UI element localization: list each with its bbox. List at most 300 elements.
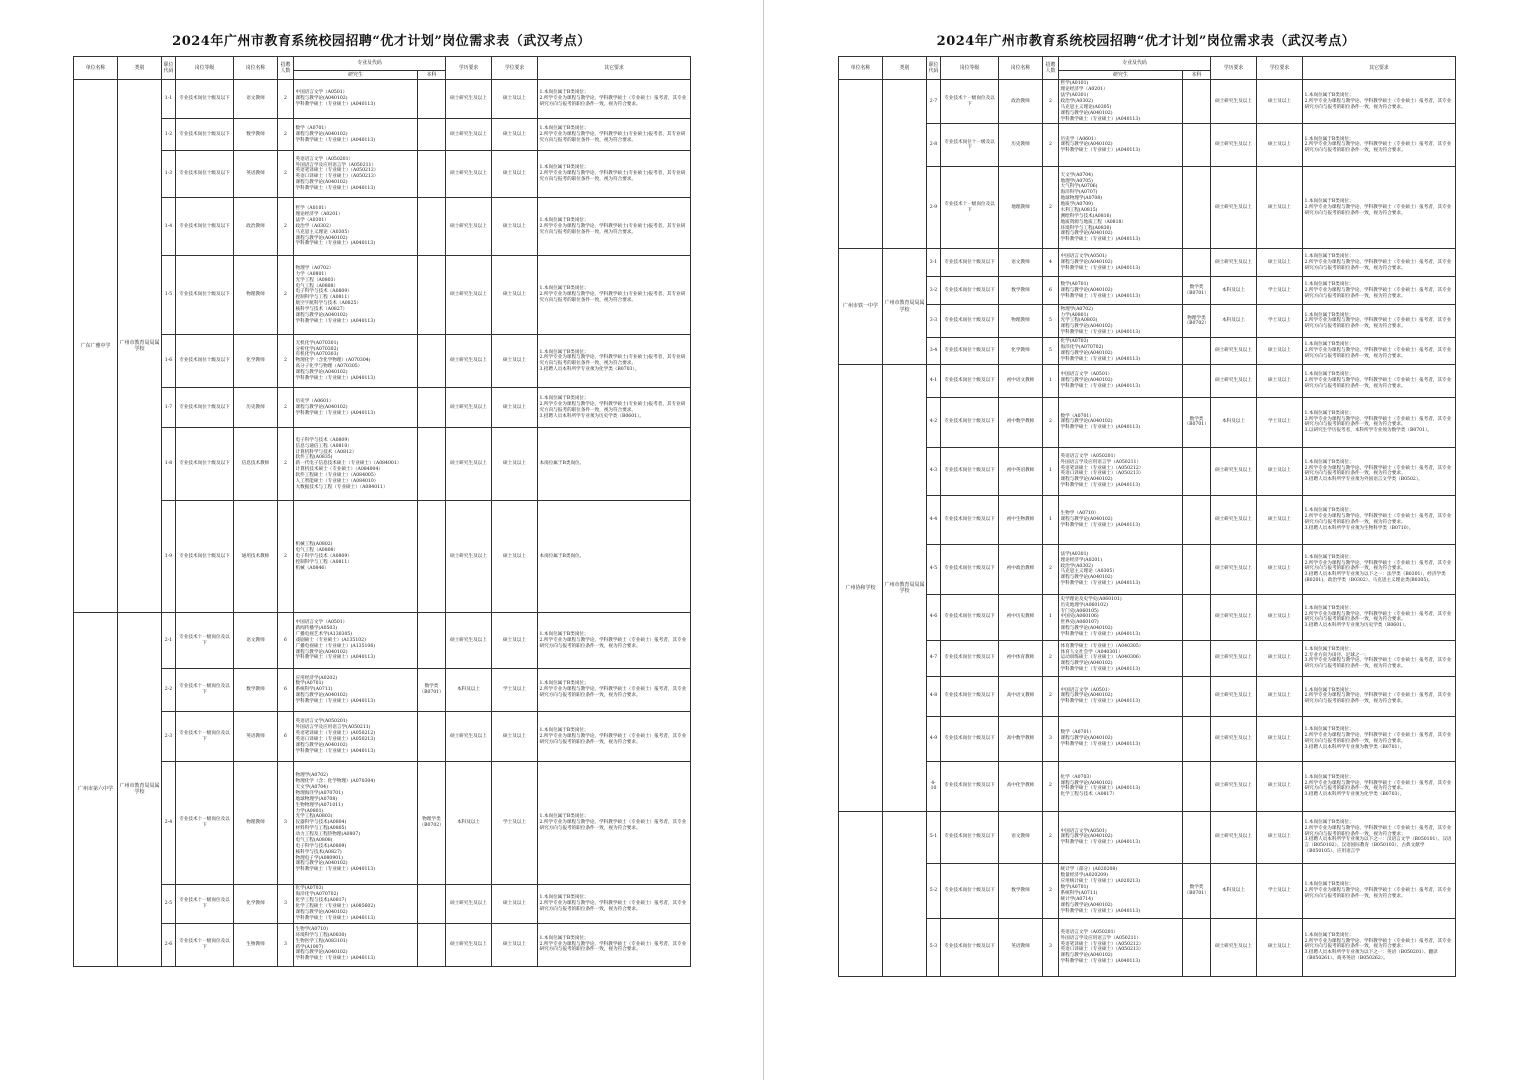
cell-other: 本岗位属于B类岗位。: [538, 501, 691, 613]
header-unit: 单位名称: [74, 57, 118, 80]
table-row: [839, 277, 1456, 305]
cell-grade: 专业技术岗位十级及以下: [941, 640, 999, 676]
cell-undergrad-majors: [1183, 364, 1211, 397]
cell-degree: 学士及以上: [1257, 863, 1303, 918]
cell-grad-majors: 化学(A0703) 海洋化学(A070702) 课程与教学论(A040102) 学科教学硕士（专业硕士）(A040113): [1059, 338, 1183, 365]
cell-count: 2: [278, 256, 294, 335]
cell-other: 1.本岗位属于B类岗位； 2.所学专业为课程与教学论、学科教学硕士(专业硕士)报考者，其专业研究方向与报考的职位条件一致，视为符合要求。 3.招聘人员本科所学专业须为历史学类（B0601）。: [538, 388, 691, 428]
cell-edu: 硕士研究生及以上: [1211, 594, 1257, 640]
header-category: 类别: [118, 57, 162, 80]
header-grade: 岗位等级: [941, 57, 999, 80]
cell-count: 3: [1043, 716, 1059, 761]
cell-degree: 硕士及以上: [1257, 811, 1303, 863]
cell-grad-majors: 体育教学硕士（专业硕士）（A040305） 体育人文社会学（A040301） 运动训练硕士（专业硕士）（A040306） 课程与教学论(A040102) 学科教学硕士（专业硕士）(A040113): [1059, 640, 1183, 676]
cell-grade: 专业技术十一级岗位及以下: [176, 923, 234, 966]
cell-position: 化学教师: [234, 885, 278, 923]
cell-grade: 专业技术岗位十一级及以下: [941, 124, 999, 167]
cell-other: 1.本岗位属于B类岗位； 2.所学专业为课程与教学论、学科教学硕士(专业硕士)报考者，其专业研究方向与报考的职位条件一致，视为符合要求。 3.招聘人员本科所学专业须为化学类（B0703）。: [538, 335, 691, 388]
cell-position: 初中历史教师: [999, 594, 1043, 640]
cell-other: 1.本岗位属于B类岗位； 2.所学专业为课程与教学论、学科教学硕士（专业硕士）报考者，其专业研究方向与报考的职位条件一致，视为符合要求。 3.招聘人员本科所学专业须为生物科学类（B0710）。: [1303, 495, 1456, 544]
cell-other: 1.本岗位属于B类岗位； 2.所学专业为课程与教学论、学科教学硕士(专业硕士)报考者，其专业研究方向与报考的职位条件一致，视为符合要求。: [538, 151, 691, 198]
cell-other: 1.本岗位属于B类岗位； 2.所学专业为课程与教学论、学科教学硕士（专业硕士）报考者，其专业研究方向与报考的职位条件一致，视为符合要求。 3.招聘人员本科所学专业须为化学类（B0703）。: [1303, 761, 1456, 811]
cell-degree: 硕士及以上: [492, 613, 538, 669]
cell-count: 6: [278, 669, 294, 712]
cell-count: 2: [278, 119, 294, 151]
cell-count: 3: [278, 923, 294, 966]
cell-grade: 专业技术岗位十级及以下: [941, 495, 999, 544]
cell-edu: 硕士研究生及以上: [446, 428, 492, 501]
header-other: 其它要求: [538, 57, 691, 80]
cell-degree: 硕士及以上: [492, 712, 538, 762]
cell-grade: 专业技术岗位十级及以下: [176, 335, 234, 388]
cell-undergrad-majors: [1183, 716, 1211, 761]
header-count: 招聘人数: [278, 57, 294, 80]
cell-grade: 专业技术岗位十级及以下: [176, 388, 234, 428]
cell-grad-majors: 英语语言文学（A050201） 外国语言学及应用语言学（A050211） 英语笔译硕士（专业硕士）（A050212） 英语口译硕士（专业硕士）（A050213） 课程与教学论(A040102) 学科教学硕士（专业硕士）(A040113): [1059, 447, 1183, 495]
cell-position: 历史教师: [999, 124, 1043, 167]
cell-code: 4-7: [927, 640, 941, 676]
table-row: [839, 676, 1456, 716]
cell-position: 物理教师: [234, 762, 278, 885]
cell-edu: 硕士研究生及以上: [446, 388, 492, 428]
cell-count: 3: [278, 762, 294, 885]
cell-undergrad-majors: [1183, 594, 1211, 640]
cell-edu: 硕士研究生及以上: [1211, 447, 1257, 495]
cell-other: 1.本岗位属于B类岗位； 2.所学专业为课程与教学论、学科教学硕士（专业硕士）报考者，其专业研究方向与报考的职位条件一致，视为符合要求。 3.招聘人员本科所学专业须为数学类（B0701）。: [1303, 716, 1456, 761]
cell-edu: 硕士研究生及以上: [1211, 249, 1257, 277]
cell-undergrad-majors: [418, 428, 446, 501]
cell-other: 本岗位属于B类岗位。: [538, 428, 691, 501]
header-code: 职位代码: [162, 57, 176, 80]
cell-grade: 专业技术岗位十级及以下: [176, 256, 234, 335]
table-row: [74, 388, 691, 428]
cell-category: 广州市教育局局属学校: [118, 80, 162, 613]
cell-count: 1: [1043, 447, 1059, 495]
cell-grade: 专业技术岗位十级及以下: [176, 428, 234, 501]
cell-category: [883, 80, 927, 249]
cell-undergrad-majors: [418, 923, 446, 966]
cell-code: 1-5: [162, 256, 176, 335]
cell-edu: 硕士研究生及以上: [1211, 80, 1257, 124]
cell-edu: 硕士研究生及以上: [446, 335, 492, 388]
table-row: [74, 712, 691, 762]
cell-position: 政治教师: [999, 80, 1043, 124]
cell-grade: 专业技术岗位十级及以下: [941, 364, 999, 397]
cell-position: 英语教师: [999, 918, 1043, 976]
cell-grad-majors: 中国语言文学（A0501） 课程与教学论(A040102) 学科教学硕士（专业硕士）(A040113): [1059, 676, 1183, 716]
page-title: 2024年广州市教育系统校园招聘“优才计划”岗位需求表（武汉考点）: [172, 34, 591, 49]
cell-grade: 专业技术十一级岗位及以下: [176, 669, 234, 712]
cell-edu: 硕士研究生及以上: [446, 256, 492, 335]
cell-undergrad-majors: [1183, 249, 1211, 277]
cell-position: 生物教师: [234, 923, 278, 966]
header-code: 职位代码: [927, 57, 941, 80]
cell-undergrad-majors: [418, 119, 446, 151]
cell-other: 1.本岗位属于B类岗位； 2.所学专业为课程与教学论、学科教学硕士（专业硕士）报考者，其专业研究方向与报考的职位条件一致，视为符合要求。: [538, 80, 691, 119]
cell-grade: 专业技术岗位十级及以下: [941, 397, 999, 447]
cell-undergrad-majors: [418, 613, 446, 669]
cell-count: 5: [1043, 338, 1059, 365]
cell-degree: 硕士及以上: [1257, 167, 1303, 249]
cell-other: 1.本岗位属于B类岗位； 2.所学专业为课程与教学论、学科教学硕士（专业硕士）报考者，其专业研究方向与报考的职位条件一致，视为符合要求。: [1303, 338, 1456, 365]
cell-code: 5-2: [927, 863, 941, 918]
cell-position: 初中政治教师: [999, 544, 1043, 594]
header-grade: 岗位等级: [176, 57, 234, 80]
cell-undergrad-majors: [1183, 80, 1211, 124]
header-position: 岗位名称: [999, 57, 1043, 80]
cell-grad-majors: 哲学(A0101) 理论经济学（A0201） 法学(A0301) 政治学(A0302) 马克思主义理论(A0305) 课程与教学论(A040102) 学科教学硕士（专业硕士）(A040113): [1059, 80, 1183, 124]
cell-grad-majors: 中国语言文学(A0501) 课程与教学论(A040102) 学科教学硕士（专业硕士）(A040113): [1059, 249, 1183, 277]
cell-position: 语文教师: [999, 249, 1043, 277]
table-row: [74, 923, 691, 966]
cell-degree: 硕士及以上: [1257, 594, 1303, 640]
cell-degree: 硕士及以上: [492, 388, 538, 428]
page-title: 2024年广州市教育系统校园招聘“优才计划”岗位需求表（武汉考点）: [936, 34, 1356, 49]
table-row: [839, 305, 1456, 338]
cell-edu: 硕士研究生及以上: [1211, 167, 1257, 249]
cell-other: 1.本岗位属于B类岗位； 2.所学专业为课程与教学论、学科教学硕士（专业硕士）报考者，其专业研究方向与报考的职位条件一致，视为符合要求。: [538, 923, 691, 966]
cell-edu: 硕士研究生及以上: [1211, 676, 1257, 716]
cell-edu: 硕士研究生及以上: [1211, 544, 1257, 594]
table-row: [839, 918, 1456, 976]
cell-undergrad-majors: [1183, 495, 1211, 544]
cell-grade: 专业技术十一级岗位及以下: [176, 712, 234, 762]
cell-degree: 硕士及以上: [1257, 364, 1303, 397]
cell-position: 信息技术教师: [234, 428, 278, 501]
cell-code: 4-8: [927, 676, 941, 716]
cell-count: 2: [278, 198, 294, 256]
cell-degree: 硕士及以上: [1257, 447, 1303, 495]
cell-degree: 硕士及以上: [1257, 124, 1303, 167]
cell-degree: 硕士及以上: [1257, 761, 1303, 811]
cell-other: 1.本岗位属于B类岗位； 2.所学专业为课程与教学论、学科教学硕士（专业硕士）报考者，其专业研究方向与报考的职位条件一致，视为符合要求。: [538, 762, 691, 885]
cell-undergrad-majors: [1183, 640, 1211, 676]
cell-position: 地理教师: [999, 167, 1043, 249]
cell-edu: 硕士研究生及以上: [446, 119, 492, 151]
cell-code: 4-5: [927, 544, 941, 594]
cell-code: 4-6: [927, 594, 941, 640]
table-row: [839, 594, 1456, 640]
cell-grad-majors: 英语语言文学（A050201） 外国语言学及应用语言学（A050211） 英语笔译硕士（专业硕士）（A050212） 英语口译硕士（专业硕士）（A050213） 课程与教学论(A040102) 学科教学硕士（专业硕士）(A040113): [1059, 918, 1183, 976]
cell-grade: 专业技术岗位十级及以下: [176, 501, 234, 613]
cell-other: 1.本岗位属于B类岗位； 2.所学专业为课程与教学论、学科教学硕士（专业硕士）报考者，其专业研究方向与报考的职位条件一致，视为符合要求。 3.以研究生学历报考者，本科所学专业须为数学类（B0701）。: [1303, 397, 1456, 447]
cell-degree: 硕士及以上: [492, 198, 538, 256]
table-row: [839, 863, 1456, 918]
cell-other: 1.本岗位属于B类岗位； 2.所学专业为课程与教学论、学科教学硕士（专业硕士）报考者，其专业研究方向与报考的职位条件一致，视为符合要求； 3.招聘人员本科所学专业须为以下之一：汉语言文学（B050101）、汉语言（B050102）、汉语国际教育（B050103）、古典文献学（B050105）、应用语言学: [1303, 811, 1456, 863]
table-row: [839, 447, 1456, 495]
cell-other: 1.本岗位属于B类岗位； 2.所学专业为课程与教学论、学科教学硕士（专业硕士）报考者，其专业研究方向与报考的职位条件一致，视为符合要求。: [1303, 167, 1456, 249]
cell-degree: 学士及以上: [492, 669, 538, 712]
cell-other: 1.本岗位属于B类岗位； 2.所学专业为课程与教学论、学科教学硕士（专业硕士）报考者，其专业研究方向与报考的职位条件一致，视为符合要求。: [538, 885, 691, 923]
cell-count: 6: [1043, 277, 1059, 305]
cell-code: 3-1: [927, 249, 941, 277]
cell-count: 3: [278, 885, 294, 923]
header-edu: 学历要求: [446, 57, 492, 80]
cell-grad-majors: 生物学(A0710) 环境科学与工程(A0830) 生物医学工程(A083101) 药学(A1007) 课程与教学论(A040102) 学科教学硕士（专业硕士）(A040113): [294, 923, 418, 966]
cell-position: 物理教师: [234, 256, 278, 335]
job-requirements-table: [73, 56, 691, 967]
cell-degree: 学士及以上: [492, 762, 538, 885]
cell-count: 5: [1043, 305, 1059, 338]
cell-edu: 硕士研究生及以上: [1211, 495, 1257, 544]
cell-degree: 硕士及以上: [1257, 918, 1303, 976]
table-row: [74, 669, 691, 712]
cell-other: 1.本岗位属于B类岗位； 2.所学专业为课程与教学论、学科教学硕士(专业硕士)报考者，其专业研究方向与报考的职位条件一致，视为符合要求。: [538, 256, 691, 335]
table-row: [74, 198, 691, 256]
cell-other: 1.本岗位属于B类岗位； 2.所学专业为课程与教学论、学科教学硕士（专业硕士）报考者，其专业研究方向与报考的职位条件一致，视为符合要求。: [1303, 364, 1456, 397]
cell-undergrad-majors: 数学类（B0701）: [1183, 863, 1211, 918]
cell-degree: 硕士及以上: [492, 923, 538, 966]
table-row: [839, 640, 1456, 676]
cell-count: 2: [1043, 80, 1059, 124]
cell-count: 2: [278, 80, 294, 119]
cell-grad-majors: 英语语言文学（A050201） 外国语言学及应用语言学（A050211） 英语笔译硕士（专业硕士）（A050212） 英语口译硕士（专业硕士）（A050213） 课程与教学论(A040102) 学科教学硕士（专业硕士）(A040113): [294, 151, 418, 198]
table-row: [839, 364, 1456, 397]
cell-grad-majors: 统计学（部分）(A020208) 数量经济学(A020209) 应用统计硕士（专业硕士）(A020213) 数学(A0701) 系统科学(A0711) 统计学(A0714) 课程与教学论(A040102) 学科教学硕士（专业硕士）(A040113): [1059, 863, 1183, 918]
cell-category: 广州市教育局局属学校: [883, 364, 927, 811]
cell-grad-majors: 物理学(A0702) 物理化学（含：化学物理）(A070304) 天文学(A0704) 物理海洋学(A070701) 地球物理学(A0708) 生物物理学(A071011) 力学(A0801) 光学工程(A0803) 仪器科学与技术(A0804) 材料科学与工程(A0805) 动力工程及工程热物理(A0807) 电气工程(A0808) 电子科学与技术(A0809) 核科学与技术(A0827) 物理电子学(A080901) 课程与教学论(A040102) 学科教学硕士（专业硕士）(A040113): [294, 762, 418, 885]
cell-code: 1-3: [162, 151, 176, 198]
cell-grad-majors: 数学（A0701） 课程与教学论(A040102) 学科教学硕士（专业硕士）(A040113): [294, 119, 418, 151]
cell-grad-majors: 数学(A0701) 课程与教学论(A040102) 学科教学硕士（专业硕士）(A040113): [1059, 277, 1183, 305]
header-degree: 学位要求: [492, 57, 538, 80]
cell-position: 初中生物教师: [999, 495, 1043, 544]
cell-edu: 硕士研究生及以上: [446, 501, 492, 613]
cell-position: 高中化学教师: [999, 761, 1043, 811]
cell-count: 1: [1043, 364, 1059, 397]
cell-other: 1.本岗位属于B类岗位； 2.所学专业为课程与教学论、学科教学硕士（专业硕士）报考者，其专业研究方向与报考的职位条件一致，视为符合要求。 3.招聘人员本科所学专业须为以下之一：法学类（B0301）、经济学类(B0201)、政治学类（B0302）、马克思主义理论类(B0305)。: [1303, 544, 1456, 594]
cell-undergrad-majors: [1183, 676, 1211, 716]
cell-degree: 学士及以上: [1257, 397, 1303, 447]
cell-count: 2: [1043, 676, 1059, 716]
cell-code: 2-6: [162, 923, 176, 966]
cell-undergrad-majors: [1183, 544, 1211, 594]
cell-undergrad-majors: [1183, 918, 1211, 976]
cell-code: 2-1: [162, 613, 176, 669]
cell-undergrad-majors: 数学类（B0701）: [418, 669, 446, 712]
cell-category: 广州市教育局局属学校: [118, 613, 162, 966]
table-row: [839, 811, 1456, 863]
cell-grad-majors: 哲学（A0101） 理论经济学（A0201） 法学（A0301） 政治学（A0302） 马克思主义理论（A0305） 课程与教学论(A040102) 学科教学硕士（专业硕士）(A040113): [294, 198, 418, 256]
cell-code: 5-1: [927, 811, 941, 863]
cell-position: 数学教师: [999, 863, 1043, 918]
cell-position: 初中数学教师: [999, 397, 1043, 447]
cell-grad-majors: 法学(A0301) 理论经济学(A0201) 政治学(A0302) 马克思主义理论（A0305） 课程与教学论(A040102) 学科教学硕士（专业硕士）(A040113): [1059, 544, 1183, 594]
header-undergrad: 本科: [1183, 71, 1211, 80]
cell-edu: 本科及以上: [1211, 397, 1257, 447]
cell-count: 2: [278, 151, 294, 198]
cell-grad-majors: 中国语言文学(A0501) 课程与教学论(A040102) 学科教学硕士（专业硕士）(A040113): [1059, 811, 1183, 863]
cell-degree: 硕士及以上: [492, 80, 538, 119]
cell-degree: 硕士及以上: [492, 428, 538, 501]
cell-undergrad-majors: 数学类（B0701）: [1183, 277, 1211, 305]
cell-undergrad-majors: [1183, 811, 1211, 863]
cell-code: 4-9: [927, 716, 941, 761]
cell-position: 政治教师: [234, 198, 278, 256]
cell-grade: 专业技术岗位十级及以下: [941, 676, 999, 716]
cell-other: 1.本岗位属于B类岗位； 2.专业方向为田径、足球之一； 3.所学专业为课程与教学论、学科教学硕士（专业硕士）报考者，其专业研究方向与报考的职位条件一致，视为符合要求。: [1303, 640, 1456, 676]
cell-code: 3-2: [927, 277, 941, 305]
table-row: [839, 716, 1456, 761]
cell-count: 4: [1043, 249, 1059, 277]
cell-count: 2: [1043, 397, 1059, 447]
cell-undergrad-majors: [1183, 338, 1211, 365]
cell-undergrad-majors: [418, 388, 446, 428]
header-category: 类别: [883, 57, 927, 80]
cell-code: 2-7: [927, 80, 941, 124]
cell-degree: 硕士及以上: [1257, 676, 1303, 716]
cell-grade: 专业技术岗位十级及以下: [176, 80, 234, 119]
cell-degree: 学士及以上: [1257, 305, 1303, 338]
cell-degree: 硕士及以上: [492, 335, 538, 388]
cell-undergrad-majors: [1183, 447, 1211, 495]
cell-other: 1.本岗位属于B类岗位； 2.所学专业为课程与教学论、学科教学硕士（专业硕士）报考者，其专业研究方向与报考的职位条件一致，视为符合要求。: [1303, 80, 1456, 124]
cell-grad-majors: 物理学（A0702） 力学（A0801） 光学工程（A0803） 电气工程（A0808） 电子科学与技术（A0809） 控制科学与工程（A0811） 航空宇航科学与技术（A0825） 核科学与技术（A0827） 课程与教学论(A040102) 学科教学硕士（专业硕士）(A040113): [294, 256, 418, 335]
cell-edu: 硕士研究生及以上: [1211, 918, 1257, 976]
cell-degree: 学士及以上: [1257, 277, 1303, 305]
cell-position: 初中语文教师: [999, 364, 1043, 397]
cell-count: 2: [1043, 761, 1059, 811]
cell-unit: [839, 80, 883, 249]
cell-edu: 硕士研究生及以上: [1211, 640, 1257, 676]
cell-code: 5-3: [927, 918, 941, 976]
cell-grad-majors: 历史学（A0601） 课程与教学论(A040102) 学科教学硕士（专业硕士）(A040113): [294, 388, 418, 428]
cell-grad-majors: 应用经济学(A0202) 数学(A0701) 系统科学(A0711) 课程与教学论(A040102) 学科教学硕士（专业硕士）(A040113): [294, 669, 418, 712]
cell-count: 6: [278, 613, 294, 669]
cell-grade: 专业技术岗位十级及以下: [941, 305, 999, 338]
cell-code: 1-4: [162, 198, 176, 256]
cell-grad-majors: 英语语言文学(A050201) 外国语言学及应用语言学(A050211) 英语笔译硕士（专业硕士）(A050212) 英语口译硕士（专业硕士）(A050213) 课程与教学论(A040102) 学科教学硕士（专业硕士）(A040113): [294, 712, 418, 762]
cell-count: 6: [278, 712, 294, 762]
cell-undergrad-majors: [1183, 167, 1211, 249]
cell-other: 1.本岗位属于B类岗位； 2.所学专业为课程与教学论、学科教学硕士（专业硕士）报考者，其专业研究方向与报考的职位条件一致，视为符合要求。: [1303, 124, 1456, 167]
header-unit: 单位名称: [839, 57, 883, 80]
cell-code: 2-8: [927, 124, 941, 167]
cell-position: 语文教师: [234, 613, 278, 669]
cell-grade: 专业技术岗位十级及以下: [941, 761, 999, 811]
cell-count: 2: [1043, 167, 1059, 249]
cell-grade: 专业技术岗位十级及以下: [941, 863, 999, 918]
cell-edu: 硕士研究生及以上: [1211, 761, 1257, 811]
cell-edu: 硕士研究生及以上: [446, 923, 492, 966]
cell-grade: 专业技术岗位十级及以下: [941, 811, 999, 863]
cell-count: 2: [278, 501, 294, 613]
cell-grad-majors: 电子科学与技术（A0809） 信息与通信工程（A0810） 计算机科学与技术（A0812） 软件工程(A0835) 新一代电子信息技术硕士（专业硕士）（A084001） 计算机技术硕士（专业硕士）（A084004） 软件工程硕士（专业硕士）（A084005） 人工智能硕士（专业硕士）（A084010） 大数据技术与工程（专业硕士）（A084011）: [294, 428, 418, 501]
cell-grade: 专业技术岗位十级及以下: [941, 918, 999, 976]
cell-other: 1.本岗位属于B类岗位； 2.所学专业为课程与教学论、学科教学硕士（专业硕士）报考者，其专业研究方向与报考的职位条件一致，视为符合要求。 3.招聘人员本科所学专业须为外国语言文学类（B0502）。: [1303, 447, 1456, 495]
cell-edu: 硕士研究生及以上: [1211, 716, 1257, 761]
cell-count: 2: [1043, 124, 1059, 167]
cell-grad-majors: 史学理论及史学史(A060101) 历史地理学(A060102) 专门史(A060105) 中国史(A060106) 世界史(A060107) 课程与教学论(A040102) 学科教学硕士（专业硕士）(A040113): [1059, 594, 1183, 640]
cell-other: 1.本岗位属于B类岗位； 2.所学专业为课程与教学论、学科教学硕士（专业硕士）报考者，其专业研究方向与报考的职位条件一致，视为符合要求。: [1303, 249, 1456, 277]
cell-edu: 硕士研究生及以上: [446, 613, 492, 669]
cell-grade: 专业技术十一级岗位及以下: [941, 80, 999, 124]
cell-edu: 硕士研究生及以上: [446, 80, 492, 119]
header-major-group: 专业及代码: [294, 57, 446, 71]
cell-grade: 专业技术岗位十级及以下: [941, 544, 999, 594]
cell-undergrad-majors: [418, 256, 446, 335]
table-row: [839, 167, 1456, 249]
header-grad: 研究生: [1059, 71, 1183, 80]
cell-edu: 硕士研究生及以上: [1211, 124, 1257, 167]
table-row: [74, 335, 691, 388]
table-row: [74, 119, 691, 151]
table-row: [74, 762, 691, 885]
cell-grade: 专业技术十一级岗位及以下: [176, 762, 234, 885]
table-row: [74, 428, 691, 501]
cell-other: 1.本岗位属于B类岗位； 2.所学专业为课程与教学论、学科教学硕士（专业硕士）报考者，其专业研究方向与报考的职位条件一致，视为符合要求； 3.招聘人员本科所学专业须为以下之一：英语（B050201）、翻译（B050261）、商务英语（B050262）。: [1303, 918, 1456, 976]
cell-count: 1: [1043, 495, 1059, 544]
cell-undergrad-majors: [1183, 124, 1211, 167]
cell-grade: 专业技术十一级岗位及以下: [176, 885, 234, 923]
cell-degree: 硕士及以上: [492, 501, 538, 613]
cell-code: 4-4: [927, 495, 941, 544]
cell-degree: 硕士及以上: [492, 885, 538, 923]
cell-code: 1-2: [162, 119, 176, 151]
table-row: [839, 761, 1456, 811]
table-row: [839, 124, 1456, 167]
cell-degree: 硕士及以上: [1257, 495, 1303, 544]
cell-undergrad-majors: [418, 80, 446, 119]
cell-degree: 硕士及以上: [492, 256, 538, 335]
cell-undergrad-majors: [418, 885, 446, 923]
cell-grad-majors: 中国语言文学（A0501） 课程与教学论(A040102) 学科教学硕士（专业硕士）(A040113): [1059, 364, 1183, 397]
cell-grade: 专业技术岗位十级及以下: [176, 119, 234, 151]
cell-position: 初中体育教师: [999, 640, 1043, 676]
cell-edu: 本科及以上: [1211, 305, 1257, 338]
cell-other: 1.本岗位属于B类岗位； 2.所学专业为课程与教学论、学科教学硕士(专业硕士)报考者，其专业研究方向与报考的职位条件一致，视为符合要求。: [538, 198, 691, 256]
cell-unit: 广东广雅中学: [74, 80, 118, 613]
cell-count: 2: [278, 335, 294, 388]
cell-undergrad-majors: 物理学类（B0702）: [1183, 305, 1211, 338]
cell-edu: 硕士研究生及以上: [446, 151, 492, 198]
cell-code: 1-8: [162, 428, 176, 501]
header-count: 招聘人数: [1043, 57, 1059, 80]
cell-degree: 硕士及以上: [1257, 544, 1303, 594]
cell-degree: 硕士及以上: [1257, 80, 1303, 124]
cell-code: 2-4: [162, 762, 176, 885]
cell-position: 物理教师: [999, 305, 1043, 338]
table-row: [839, 80, 1456, 124]
cell-undergrad-majors: [418, 712, 446, 762]
cell-undergrad-majors: [1183, 761, 1211, 811]
cell-grade: 专业技术十一级岗位及以下: [941, 167, 999, 249]
cell-position: 化学教师: [234, 335, 278, 388]
cell-code: 4-10: [927, 761, 941, 811]
cell-other: 1.本岗位属于B类岗位； 2.所学专业为课程与教学论、学科教学硕士（专业硕士）报考者，其专业研究方向与报考的职位条件一致，视为符合要求。: [1303, 305, 1456, 338]
cell-other: 1.本岗位属于B类岗位； 2.所学专业为课程与教学论、学科教学硕士(专业硕士)报考者，其专业研究方向与报考的职位条件一致，视为符合要求。: [538, 119, 691, 151]
cell-count: 2: [1043, 640, 1059, 676]
cell-undergrad-majors: [418, 198, 446, 256]
cell-code: 2-3: [162, 712, 176, 762]
cell-edu: 本科及以上: [1211, 277, 1257, 305]
cell-category: 广州市教育局局属学校: [883, 249, 927, 365]
table-row: [839, 495, 1456, 544]
cell-grad-majors: 无机化学(A070301) 分析化学(A070302) 有机化学(A070303) 物理化学（含化学物理）(A070304) 高分子化学与物理（A070305） 课程与教学论(A040102) 学科教学硕士（专业硕士）(A040113): [294, 335, 418, 388]
cell-count: 1: [1043, 594, 1059, 640]
cell-grade: 专业技术十一级岗位及以下: [176, 613, 234, 669]
cell-grade: 专业技术岗位十级及以下: [941, 338, 999, 365]
table-row: [839, 544, 1456, 594]
cell-grad-majors: 数学（A0701） 课程与教学论(A040102) 学科教学硕士（专业硕士）(A040113): [1059, 716, 1183, 761]
cell-position: 通用技术教师: [234, 501, 278, 613]
cell-count: 2: [1043, 811, 1059, 863]
cell-code: 2-9: [927, 167, 941, 249]
header-edu: 学历要求: [1211, 57, 1257, 80]
cell-edu: 硕士研究生及以上: [1211, 364, 1257, 397]
table-row: [74, 80, 691, 119]
cell-grad-majors: 化学（A0703） 课程与教学论(A040102) 学科教学硕士（专业硕士）(A040113) 化学工程与技术（A0817）: [1059, 761, 1183, 811]
